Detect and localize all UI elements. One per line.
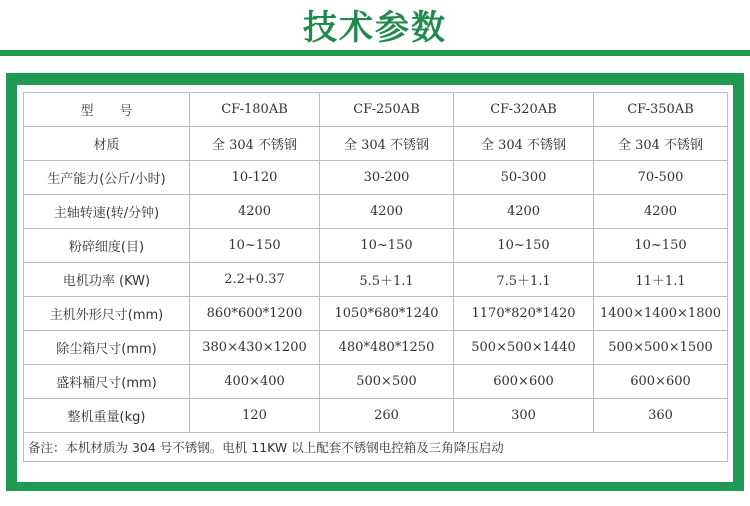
table-cell: 480*480*1250 [320,331,454,365]
table-cell: 4200 [454,195,594,229]
row-label: 主轴转速(转/分钟) [24,195,190,229]
row-label: 生产能力(公斤/小时) [24,161,190,195]
table-cell: 260 [320,399,454,433]
spec-panel [17,85,733,482]
table-cell: 1170*820*1420 [454,297,594,331]
table-cell: 4200 [320,195,454,229]
table-note: 备注：本机材质为 304 号不锈钢。电机 11KW 以上配套不锈钢电控箱及三角降压启动 [24,433,728,462]
table-cell: 500×500 [320,365,454,399]
row-label: 除尘箱尺寸(mm) [24,331,190,365]
table-row [24,195,728,229]
table-cell: 500×500×1440 [454,331,594,365]
header-model-label: 型 号 [24,93,190,127]
row-label: 盛料桶尺寸(mm) [24,365,190,399]
header-model: CF-350AB [594,93,728,127]
table-row [24,399,728,433]
table-cell: 7.5＋1.1 [454,263,594,297]
title-divider [0,50,750,56]
row-label: 材质 [24,127,190,161]
table-row [24,365,728,399]
table-cell: 50-300 [454,161,594,195]
row-label: 主机外形尺寸(mm) [24,297,190,331]
page-title: 技术参数 [303,8,447,48]
header-model: CF-180AB [190,93,320,127]
table-cell: 2.2+0.37 [190,263,320,297]
table-cell: 600×600 [594,365,728,399]
table-cell: 1400×1400×1800 [594,297,728,331]
table-cell: 400×400 [190,365,320,399]
table-row [24,127,728,161]
table-cell: 全 304 不锈钢 [454,127,594,161]
table-cell: 1050*680*1240 [320,297,454,331]
note-row [24,433,728,462]
table-cell: 5.5＋1.1 [320,263,454,297]
table-cell: 860*600*1200 [190,297,320,331]
header-model: CF-320AB [454,93,594,127]
table-cell: 10~150 [594,229,728,263]
row-label: 整机重量(kg) [24,399,190,433]
table-row [24,229,728,263]
table-cell: 4200 [594,195,728,229]
table-cell: 全 304 不锈钢 [320,127,454,161]
table-cell: 360 [594,399,728,433]
table-cell: 4200 [190,195,320,229]
table-row [24,263,728,297]
spec-table [23,92,728,462]
table-cell: 500×500×1500 [594,331,728,365]
table-cell: 30-200 [320,161,454,195]
table-cell: 70-500 [594,161,728,195]
row-label: 电机功率 (KW) [24,263,190,297]
table-row [24,161,728,195]
table-header-row [24,93,728,127]
table-cell: 10~150 [454,229,594,263]
table-row [24,297,728,331]
table-cell: 10~150 [320,229,454,263]
header-model: CF-250AB [320,93,454,127]
table-cell: 600×600 [454,365,594,399]
table-cell: 380×430×1200 [190,331,320,365]
table-row [24,331,728,365]
spec-frame [6,73,744,491]
table-cell: 300 [454,399,594,433]
row-label: 粉碎细度(目) [24,229,190,263]
table-cell: 10-120 [190,161,320,195]
table-cell: 10~150 [190,229,320,263]
table-cell: 全 304 不锈钢 [190,127,320,161]
table-cell: 11＋1.1 [594,263,728,297]
table-cell: 全 304 不锈钢 [594,127,728,161]
table-cell: 120 [190,399,320,433]
